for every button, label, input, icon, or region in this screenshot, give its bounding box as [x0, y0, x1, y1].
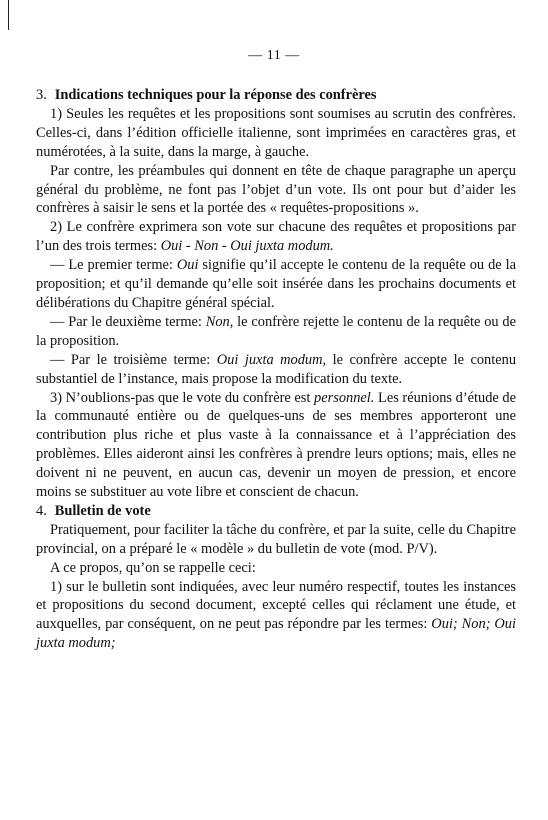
first-term: Oui [176, 257, 199, 274]
first-term-intro: — Le premier terme: [50, 257, 177, 274]
section-3-paragraph-3 [36, 389, 516, 502]
paragraph-3-body: Les réunions d’étude de la communauté entière ou de quelques-uns de ses membres apporteront une contribution plus riche et plus vaste à la connaissance et à l’appréciation des problèmes. Elles aideront ainsi les confrères à prendre leurs options; mais, elles ne doivent ni ne peuvent, en aucun cas, devenir un moyen de pression, et encore moins se substituer au vote libre et conscient de chacun. [36, 389, 516, 501]
second-term-paragraph [36, 313, 516, 351]
third-term-paragraph [36, 351, 516, 389]
page-edge-line [8, 0, 9, 30]
document-body [36, 86, 516, 653]
section-4-heading [36, 502, 516, 521]
first-term-paragraph [36, 256, 516, 313]
section-4-paragraph-3 [36, 578, 516, 654]
second-term: Non, [205, 313, 234, 330]
second-term-intro: — Par le deuxième terme: [50, 313, 206, 330]
third-term: Oui juxta modum, [216, 351, 327, 368]
section-3-title: Indications techniques pour la réponse des confrères [54, 87, 377, 103]
section-4-number: 4. [36, 502, 47, 519]
second-term-explanation: le confrère rejette le contenu de la requête ou de la proposition. [36, 313, 516, 349]
section-4-title: Bulletin de vote [54, 502, 151, 519]
section-3-paragraph-1b: Par contre, les préambules qui donnent en tête de chaque paragraphe un aperçu général du problème, ne font pas l’objet d’un vote. Ils ont pour but d’aider les confrères à saisir le sens et la portée des « requêtes-propositions ». [36, 162, 516, 217]
section-3-number: 3. [36, 87, 47, 103]
section-4-paragraph-2: A ce propos, qu’on se rappelle ceci: [50, 559, 256, 576]
section-3-paragraph-2 [36, 218, 516, 256]
paragraph-3-intro: 3) N’oublions-pas que le vote du confrère est [50, 389, 315, 406]
third-term-intro: — Par le troisième terme: [50, 351, 217, 368]
page-number: — 11 — [248, 48, 300, 63]
ballot-terms: Oui; Non; Oui juxta modum; [36, 616, 516, 652]
personal-term: personnel. [314, 389, 375, 406]
vote-terms: Oui - Non - Oui juxta modum. [160, 238, 334, 255]
first-term-explanation: signifie qu’il accepte le contenu de la requête ou de la proposition; et qu’il demande qu’elle soit insérée dans les prochains documents et délibérations du Chapitre général spécial. [36, 257, 516, 311]
third-term-explanation: le confrère accepte le contenu substantiel de l’instance, mais propose la modification du texte. [36, 351, 517, 387]
paragraph-2-text: 2) Le confrère exprimera son vote sur chacune des requêtes et propositions par l’un des trois termes: [36, 219, 516, 255]
section-3-heading [36, 86, 516, 105]
section-3-paragraph-1: 1) Seules les requêtes et les propositions sont soumises au scrutin des confrères. Celles-ci, dans l’édition officielle italienne, sont imprimées en caractères gras, et numérotées, à la suite, dans la marge, à gauche. [36, 105, 516, 160]
ballot-item-1-text: 1) sur le bulletin sont indiquées, avec leur numéro respectif, toutes les instances et propositions du second document, excepté celles qui réclament une étude, et auxquelles, par conséquent, on ne peut pas répondre par les termes: [36, 578, 516, 633]
section-4-paragraph-1: Pratiquement, pour faciliter la tâche du confrère, et par la suite, celle du Chapitre provincial, on a préparé le « modèle » du bulletin de vote (mod. P/V). [36, 521, 516, 557]
